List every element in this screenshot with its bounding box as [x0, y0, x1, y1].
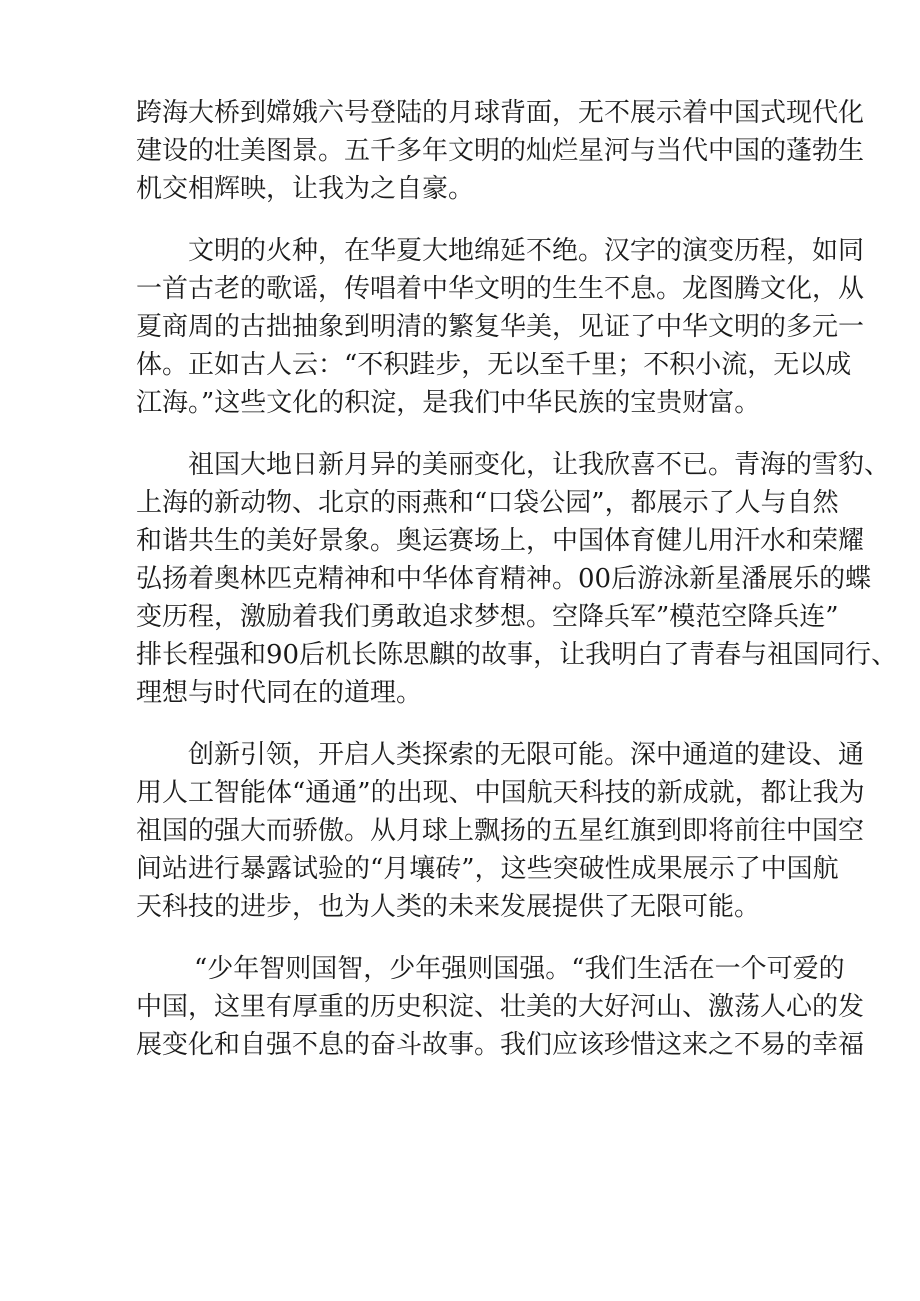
- text-line: 机交相辉映，让我为之自豪。: [136, 174, 475, 204]
- text-line: 体。正如古人云：“不积跬步，无以至千里；不积小流，无以成: [136, 350, 852, 380]
- text-line: 天科技的进步，也为人类的未来发展提供了无限可能。: [136, 892, 761, 922]
- paragraph-3: [136, 446, 898, 712]
- text-line: 间站进行暴露试验的“月壤砖”，这些突破性成果展示了中国航: [136, 854, 839, 884]
- text-line: 用人工智能体“通通”的出现、中国航天科技的新成就，都让我为: [136, 778, 865, 808]
- text-line: 创新引领，开启人类探索的无限可能。深中通道的建设、通: [188, 740, 865, 770]
- text-line: 和谐共生的美好景象。奥运赛场上，中国体育健儿用汗水和荣耀: [136, 526, 865, 556]
- text-line: 变历程，激励着我们勇敢追求梦想。空降兵军”模范空降兵连”: [136, 602, 839, 632]
- paragraph-2: [136, 232, 865, 422]
- text-line: 排长程强和90后机长陈思麒的故事，让我明白了青春与祖国同行、: [136, 640, 898, 670]
- text-line: 一首古老的歌谣，传唱着中华文明的生生不息。龙图腾文化，从: [136, 274, 865, 304]
- text-line: 中国，这里有厚重的历史积淀、壮美的大好河山、激荡人心的发: [136, 992, 865, 1022]
- paragraph-4: [136, 736, 865, 926]
- text-line: 跨海大桥到嫦娥六号登陆的月球背面，无不展示着中国式现代化: [136, 98, 865, 128]
- text-line: “少年智则国智，少年强则国强。“我们生活在一个可爱的: [194, 954, 845, 984]
- text-line: 建设的壮美图景。五千多年文明的灿烂星河与当代中国的蓬勃生: [136, 136, 865, 166]
- text-line: 文明的火种，在华夏大地绵延不绝。汉字的演变历程，如同: [188, 236, 865, 266]
- text-line: 江海。”这些文化的积淀，是我们中华民族的宝贵财富。: [136, 388, 761, 418]
- document-body: [136, 94, 898, 1088]
- text-line: 展变化和自强不息的奋斗故事。我们应该珍惜这来之不易的幸福: [136, 1030, 865, 1060]
- text-line: 弘扬着奥林匹克精神和中华体育精神。00后游泳新星潘展乐的蝶: [136, 564, 872, 594]
- paragraph-5: [136, 950, 865, 1064]
- text-line: 上海的新动物、北京的雨燕和“口袋公园”，都展示了人与自然: [136, 488, 839, 518]
- text-line: 理想与时代同在的道理。: [136, 678, 423, 708]
- paragraph-1: [136, 94, 865, 208]
- text-line: 祖国大地日新月异的美丽变化，让我欣喜不已。青海的雪豹、: [188, 450, 891, 480]
- text-line: 夏商周的古拙抽象到明清的繁复华美，见证了中华文明的多元一: [136, 312, 865, 342]
- text-line: 祖国的强大而骄傲。从月球上飘扬的五星红旗到即将前往中国空: [136, 816, 865, 846]
